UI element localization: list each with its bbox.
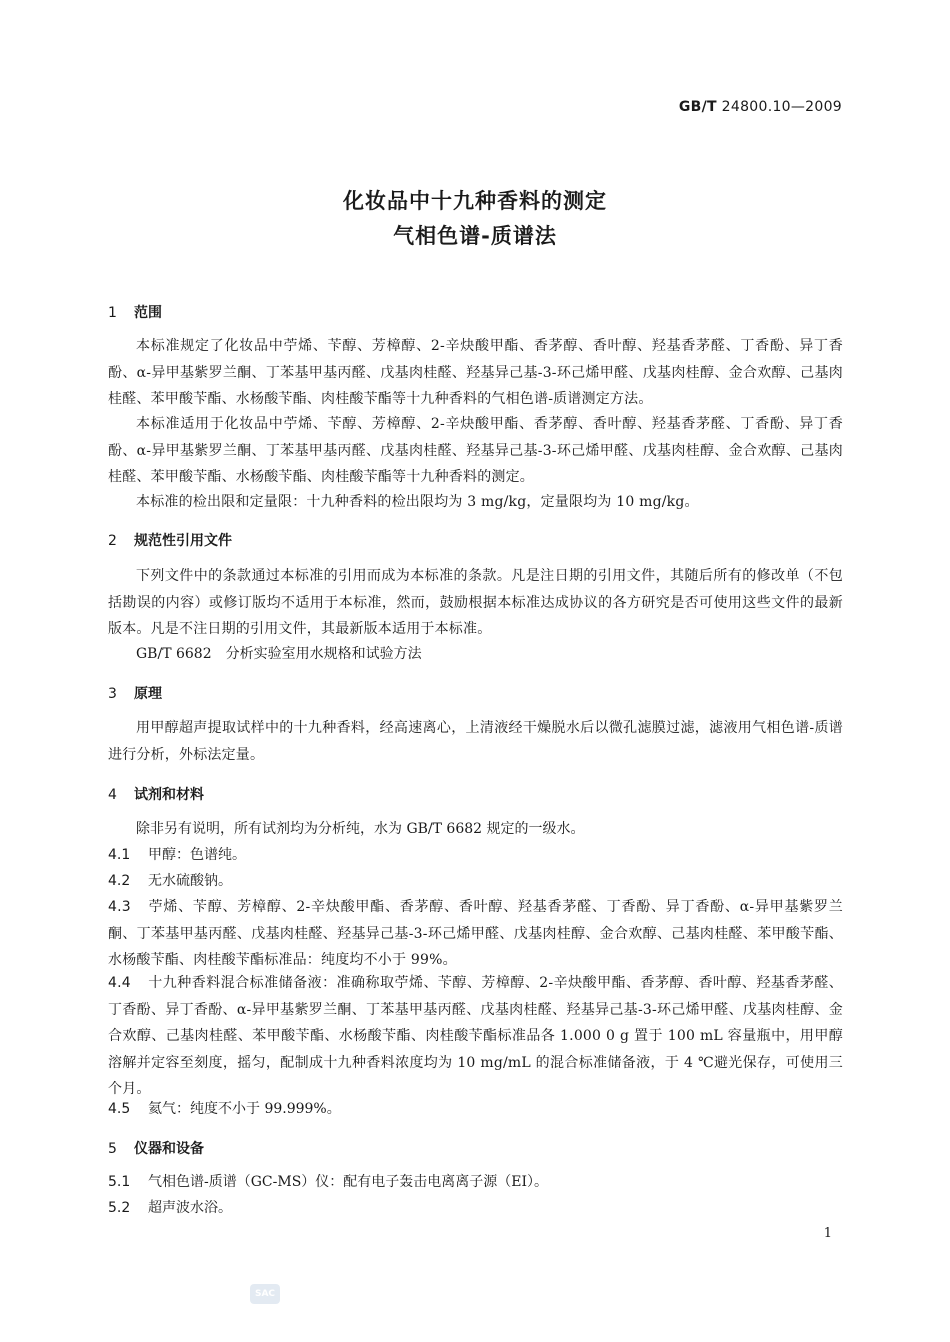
section-3-heading [108, 683, 162, 703]
section-1-title: 范围 [134, 305, 162, 321]
list-item [108, 868, 843, 895]
item-number: 4.3 [108, 899, 131, 915]
item-number: 5.1 [108, 1174, 131, 1190]
item-number: 4.1 [108, 847, 131, 863]
section-4-number: 4 [108, 787, 117, 803]
sac-logo-icon: SAC [250, 1284, 280, 1304]
list-item [108, 970, 843, 1103]
item-text: 超声波水浴。 [148, 1200, 232, 1216]
item-text: 氦气：纯度不小于 99.999%。 [148, 1101, 341, 1117]
item-text: 无水硫酸钠。 [148, 873, 232, 889]
item-text: 气相色谱-质谱（GC-MS）仪：配有电子轰击电离离子源（EI）。 [148, 1174, 549, 1190]
list-item [108, 1195, 843, 1222]
item-number: 5.2 [108, 1200, 131, 1216]
section-1-paragraph-1: 本标准规定了化妆品中苧烯、苄醇、芳樟醇、2-辛炔酸甲酯、香茅醇、香叶醇、羟基香茅醛、丁香酚、异丁香酚、α-异甲基紫罗兰酮、丁苯基甲基丙醛、戊基肉桂醛、羟基异己基-3-环己烯甲醛、戊基肉桂醇、金合欢醇、己基肉桂醛、苯甲酸苄酯、水杨酸苄酯、肉桂酸苄酯等十九种香料的气相色谱-质谱测定方法。 [108, 338, 843, 407]
section-3-number: 3 [108, 686, 117, 702]
section-5-title: 仪器和设备 [134, 1141, 204, 1157]
section-2-heading [108, 530, 232, 550]
standard-code [679, 99, 842, 115]
page-number: 1 [823, 1226, 832, 1241]
section-1-paragraph-3: 本标准的检出限和定量限：十九种香料的检出限均为 3 mg/kg，定量限均为 10 mg/kg。 [136, 494, 699, 510]
section-4-title: 试剂和材料 [134, 787, 204, 803]
standard-code-number: 24800.10—2009 [721, 99, 842, 115]
section-3-paragraph-1: 用甲醇超声提取试样中的十九种香料，经高速离心，上清液经干燥脱水后以微孔滤膜过滤，滤液用气相色谱-质谱进行分析，外标法定量。 [108, 720, 843, 763]
section-5-number: 5 [108, 1141, 117, 1157]
section-2-title: 规范性引用文件 [134, 533, 232, 549]
list-item [108, 1169, 843, 1196]
section-2-paragraph-1: 下列文件中的条款通过本标准的引用而成为本标准的条款。凡是注日期的引用文件，其随后所有的修改单（不包括勘误的内容）或修订版均不适用于本标准，然而，鼓励根据本标准达成协议的各方研究是否可使用这些文件的最新版本。凡是不注日期的引用文件，其最新版本适用于本标准。 [108, 568, 843, 637]
standard-code-prefix: GB/T [678, 99, 717, 115]
section-5-heading [108, 1138, 204, 1158]
section-1-number: 1 [108, 305, 117, 321]
section-4-heading [108, 784, 204, 804]
section-2-number: 2 [108, 533, 117, 549]
item-text: 苧烯、苄醇、芳樟醇、2-辛炔酸甲酯、香茅醇、香叶醇、羟基香茅醛、丁香酚、异丁香酚、α-异甲基紫罗兰酮、丁苯基甲基丙醛、戊基肉桂醛、羟基异己基-3-环己烯甲醛、戊基肉桂醇、金合欢醇、己基肉桂醛、苯甲酸苄酯、水杨酸苄酯、肉桂酸苄酯标准品：纯度均不小于 99%。 [108, 899, 843, 968]
section-1-paragraph-2: 本标准适用于化妆品中苧烯、苄醇、芳樟醇、2-辛炔酸甲酯、香茅醇、香叶醇、羟基香茅醛、丁香酚、异丁香酚、α-异甲基紫罗兰酮、丁苯基甲基丙醛、戊基肉桂醛、羟基异己基-3-环己烯甲醛、戊基肉桂醇、金合欢醇、己基肉桂醛、苯甲酸苄酯、水杨酸苄酯、肉桂酸苄酯等十九种香料的测定。 [108, 416, 843, 485]
section-3-title: 原理 [134, 686, 162, 702]
section-1-heading [108, 302, 162, 322]
item-number: 4.5 [108, 1101, 131, 1117]
item-text: 十九种香料混合标准储备液：准确称取苧烯、苄醇、芳樟醇、2-辛炔酸甲酯、香茅醇、香叶醇、羟基香茅醛、丁香酚、异丁香酚、α-异甲基紫罗兰酮、丁苯基甲基丙醛、戊基肉桂醛、羟基异己基-3-环己烯甲醛、戊基肉桂醇、金合欢醇、己基肉桂醛、苯甲酸苄酯、水杨酸苄酯、肉桂酸苄酯标准品各 1.000 0 g 置于 100 mL 容量瓶中，用甲醇溶解并定容至刻度，摇匀，配制成十九种香料浓度均为 10 mg/mL 的混合标准储备液，于 4 ℃避光保存，可使用三个月。 [108, 975, 843, 1097]
normative-reference: GB/T 6682 分析实验室用水规格和试验方法 [136, 646, 422, 662]
item-number: 4.2 [108, 873, 131, 889]
item-text: 甲醇：色谱纯。 [148, 847, 246, 863]
section-4-intro: 除非另有说明，所有试剂均为分析纯，水为 GB/T 6682 规定的一级水。 [136, 821, 585, 837]
item-number: 4.4 [108, 975, 131, 991]
document-title: 化妆品中十九种香料的测定 [343, 189, 607, 213]
list-item [108, 894, 843, 974]
document-subtitle: 气相色谱-质谱法 [393, 224, 557, 248]
list-item [108, 842, 843, 869]
list-item [108, 1096, 843, 1123]
